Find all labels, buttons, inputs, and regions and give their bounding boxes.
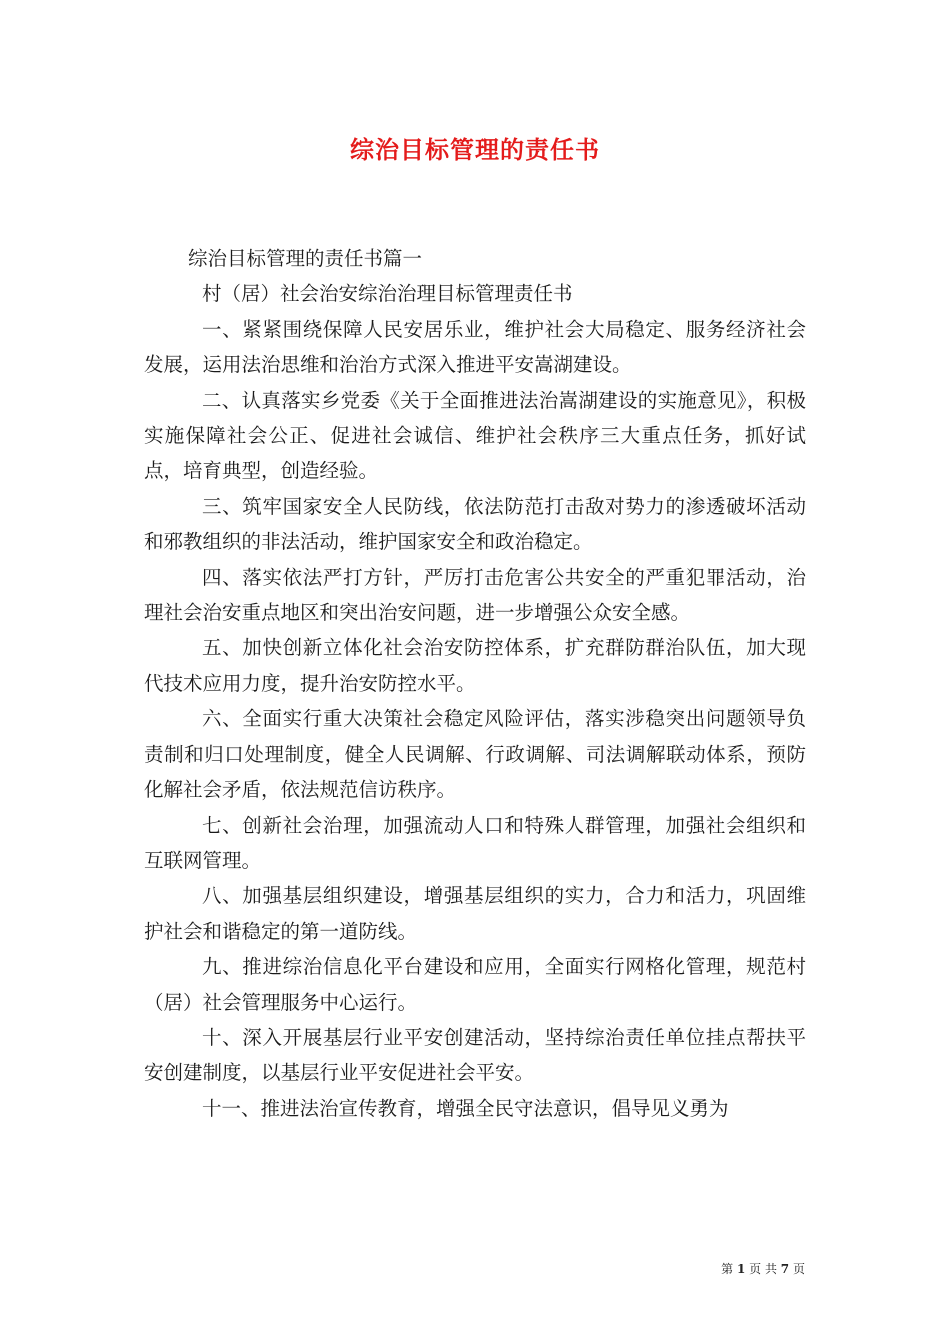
footer-middle: 页 共 [749,1262,777,1276]
footer-total-pages: 7 [780,1262,790,1276]
footer-suffix: 页 [792,1262,805,1276]
footer-prefix: 第 [721,1262,734,1276]
paragraph-2: 二、认真落实乡党委《关于全面推进法治嵩湖建设的实施意见》，积极实施保障社会公正、促进社会诚信、维护社会秩序三大重点任务，抓好试点，培育典型，创造经验。 [144,388,806,483]
paragraph-9: 九、推进综治信息化平台建设和应用，全面实行网格化管理，规范村（居）社会管理服务中心运行。 [144,955,806,1014]
document-title: 综治目标管理的责任书 [350,136,600,164]
paragraph-8: 八、加强基层组织建设，增强基层组织的实力，合力和活力，巩固维护社会和谐稳定的第一道防线。 [144,884,806,943]
section-subheading: 村（居）社会治安综治治理目标管理责任书 [202,282,573,306]
paragraph-10: 十、深入开展基层行业平安创建活动，坚持综治责任单位挂点帮扶平安创建制度，以基层行业平安促进社会平安。 [144,1025,806,1085]
paragraph-6: 六、全面实行重大决策社会稳定风险评估，落实涉稳突出问题领导负责制和归口处理制度，健全人民调解、行政调解、司法调解联动体系，预防化解社会矛盾，依法规范信访秩序。 [144,707,806,802]
page-number-footer [721,1260,805,1277]
paragraph-5: 五、加快创新立体化社会治安防控体系，扩充群防群治队伍，加大现代技术应用力度，提升治安防控水平。 [144,636,806,695]
section-heading: 综治目标管理的责任书篇一 [188,247,423,270]
footer-current-page: 1 [736,1262,746,1276]
document-body [144,241,806,1126]
paragraph-11: 十一、推进法治宣传教育，增强全民守法意识，倡导见义勇为 [202,1096,729,1120]
paragraph-7: 七、创新社会治理，加强流动人口和特殊人群管理，加强社会组织和互联网管理。 [144,813,806,872]
paragraph-4: 四、落实依法严打方针，严厉打击危害公共安全的严重犯罪活动，治理社会治安重点地区和突出治安问题，进一步增强公众安全感。 [144,565,806,625]
paragraph-1: 一、紧紧围绕保障人民安居乐业，维护社会大局稳定、服务经济社会发展，运用法治思维和治治方式深入推进平安嵩湖建设。 [144,317,806,377]
paragraph-3: 三、筑牢国家安全人民防线，依法防范打击敌对势力的渗透破坏活动和邪教组织的非法活动，维护国家安全和政治稳定。 [144,494,806,554]
